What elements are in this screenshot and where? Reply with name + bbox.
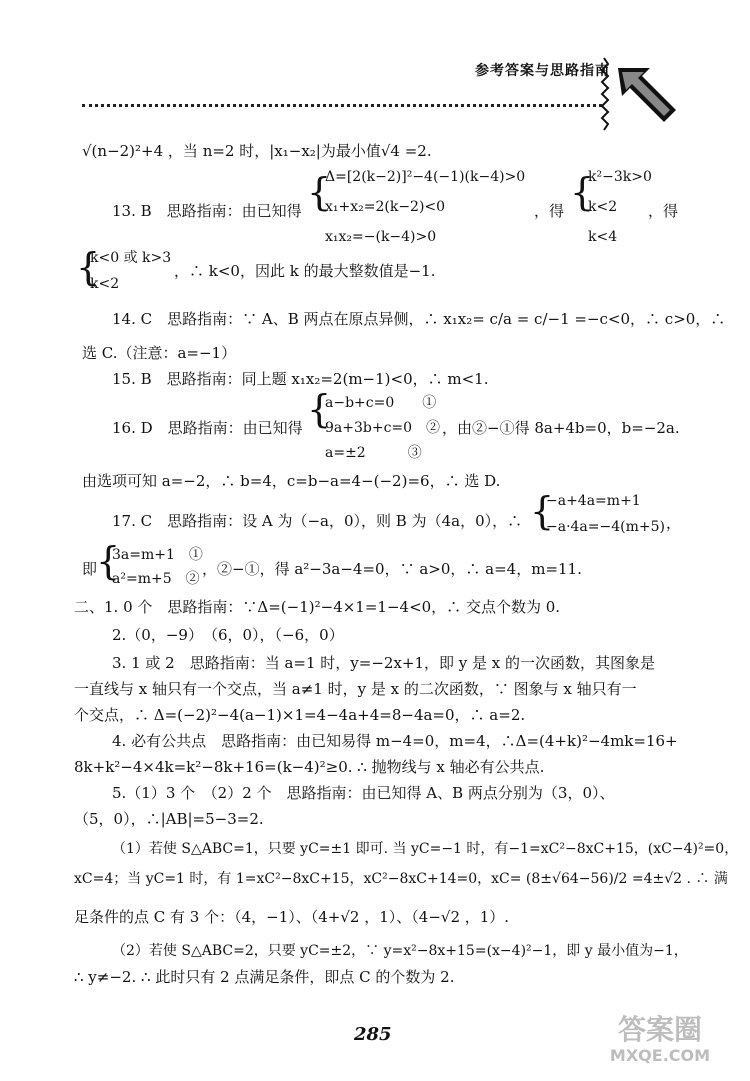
q17-label: 17. C 思路指南：设 A 为（−a，0），则 B 为（4a，0），∴	[112, 512, 523, 530]
text-fragment: ，由②−①得 8a+4b=0，b=−2a.	[442, 419, 680, 437]
text-line: 2.（0，−9） （6，0），（−6，0）	[112, 626, 344, 644]
equation: k<2	[90, 276, 120, 292]
q16-label: 16. D 思路指南：由已知得	[112, 419, 303, 437]
equation: 3a=m+1 ①	[112, 547, 203, 563]
text-fragment: ，得	[648, 202, 679, 220]
brace: {	[96, 539, 121, 583]
text-line: 5.（1）3 个 （2）2 个 思路指南：由已知得 A、B 两点分别为（3，0）、	[112, 784, 615, 802]
text-fragment: ，得	[534, 202, 565, 220]
equation: k<0 或 k>3	[90, 250, 172, 266]
text-line: xC=4；当 yC=1 时，有 1=xC²−8xC+15，xC²−8xC+14=0，xC= (8±√64−56)/2 =4±√2 . ∴ 满	[74, 871, 728, 887]
brace: {	[307, 170, 332, 214]
watermark-logo	[590, 1007, 730, 1067]
q14-line: 选 C.（注意：a=−1）	[82, 344, 237, 362]
text-fragment: ，②−①，得 a²−3a−4=0，∵ a>0，∴ a=4，m=11.	[202, 560, 582, 578]
text-line: 足条件的点 C 有 3 个：（4，−1）、（4+√2 ，1）、（4−√2 ，1）.	[74, 908, 510, 926]
text-fragment: ，	[666, 514, 682, 532]
section2-line: 二、1. 0 个 思路指南：∵Δ=(−1)²−4×1=1−4<0，∴ 交点个数为 0.	[74, 598, 561, 616]
text-line: （1）若使 S△ABC=1，只要 yC=±1 即可. 当 yC=−1 时，有−1=xC²−8xC+15，(xC−4)²=0，	[112, 841, 739, 857]
equation: k<4	[588, 229, 618, 245]
text-line: 一直线与 x 轴只有一个交点，当 a≠1 时，y 是 x 的二次函数，∵ 图象与 x 轴只有一	[74, 680, 637, 698]
equation: k²−3k>0	[588, 169, 652, 185]
text-fragment: ，∴ k<0，因此 k 的最大整数值是−1.	[174, 262, 436, 280]
q14-line: 14. C 思路指南：∵ A、B 两点在原点异侧，∴ x₁x₂= c/a = c/−1 =−c<0，∴ c>0，∴	[112, 310, 726, 328]
text-fragment: 即	[82, 560, 98, 578]
q13-label: 13. B 思路指南：由已知得	[112, 202, 302, 220]
equation: −a+4a=m+1	[546, 493, 641, 509]
text-line: 8k+k²−4×4k=k²−8k+16=(k−4)²≥0. ∴ 抛物线与 x 轴必有公共点.	[74, 758, 545, 776]
text-line: 3. 1 或 2 思路指南：当 a=1 时，y=−2x+1，即 y 是 x 的一次函数，其图象是	[112, 654, 656, 672]
text-line: 4. 必有公共点 思路指南：由已知易得 m−4=0，m=4，∴Δ=(4+k)²−4mk=16+	[112, 732, 678, 750]
text-line: 个交点，∴ Δ=(−2)²−4(a−1)×1=4−4a+4=8−4a=0，∴ a=2.	[74, 706, 526, 724]
equation: k<2	[588, 199, 618, 215]
text-line: √(n−2)²+4 ，当 n=2 时，|x₁−x₂|为最小值√4 =2.	[82, 142, 432, 160]
arrow-logo-icon	[600, 56, 680, 136]
brace: {	[76, 245, 101, 289]
page-number: 285	[354, 1024, 392, 1045]
equation: a−b+c=0 ①	[325, 395, 437, 411]
text-line: （5，0），∴|AB|=5−3=2.	[74, 810, 264, 828]
watermark-bottom: MXQE.COM	[609, 1046, 711, 1065]
equation: 9a+3b+c=0 ②	[325, 420, 441, 436]
q16-line: 由选项可知 a=−2，∴ b=4，c=b−a=4−(−2)=6，∴ 选 D.	[82, 472, 501, 490]
equation: a=±2 ③	[325, 445, 422, 461]
header-divider	[82, 104, 602, 107]
text-line: （2）若使 S△ABC=2，只要 yC=±2，∵ y=x²−8x+15=(x−4)²−1，即 y 最小值为−1，	[112, 943, 688, 959]
brace: {	[570, 170, 595, 214]
equation: −a·4a=−4(m+5)	[546, 519, 665, 535]
q15-line: 15. B 思路指南：同上题 x₁x₂=2(m−1)<0，∴ m<1.	[112, 370, 489, 388]
equation: x₁x₂=−(k−4)>0	[325, 229, 437, 245]
brace: {	[530, 489, 555, 533]
text-line: ∴ y≠−2. ∴ 此时只有 2 点满足条件，即点 C 的个数为 2.	[74, 968, 455, 986]
header-title: 参考答案与思路指南	[475, 63, 610, 79]
brace: {	[307, 387, 332, 431]
equation: x₁+x₂=2(k−2)<0	[325, 199, 446, 215]
watermark-top: 答案圈	[617, 1013, 703, 1046]
equation: Δ=[2(k−2)]²−4(−1)(k−4)>0	[325, 169, 526, 185]
equation: a²=m+5 ②	[112, 571, 200, 587]
